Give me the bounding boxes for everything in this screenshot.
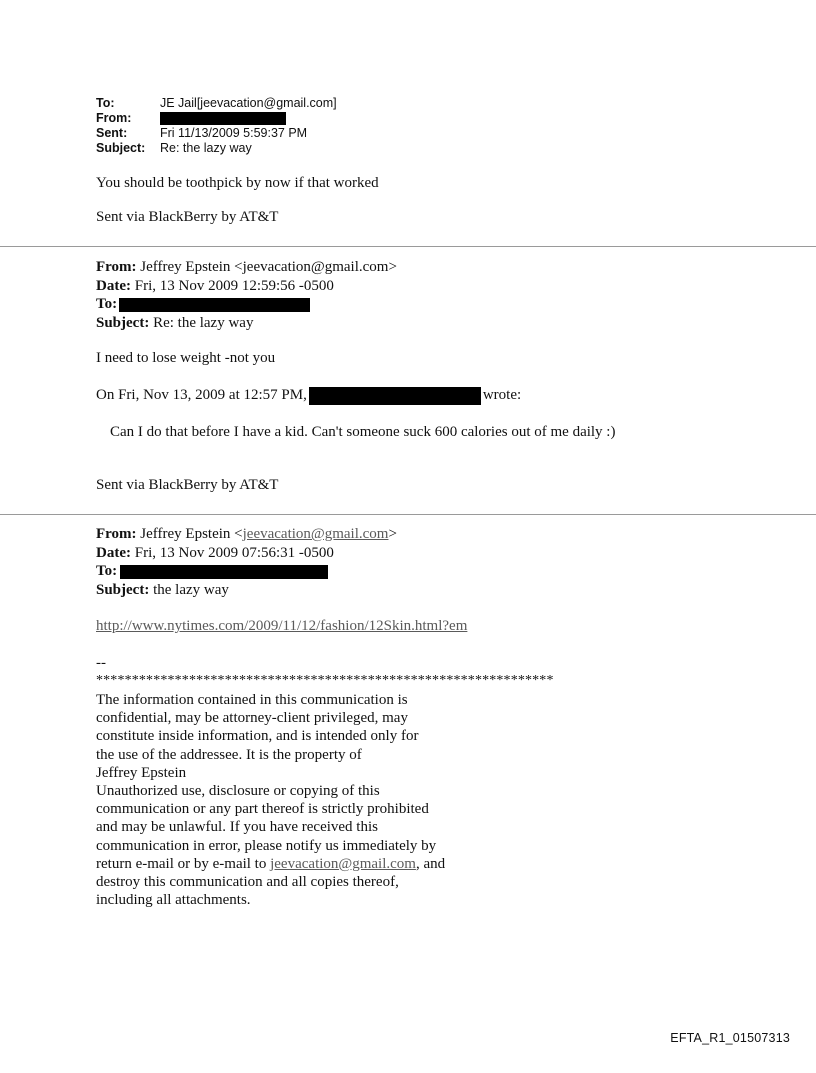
subject-value: Re: the lazy way	[160, 141, 252, 155]
disclaimer-line: The information contained in this communication is	[96, 692, 408, 708]
disclaimer-return-suffix: , and	[415, 855, 446, 872]
disclaimer-line: confidential, may be attorney-client privileged, may	[96, 710, 408, 727]
subject-value: the lazy way	[153, 581, 229, 598]
separator-line	[0, 246, 816, 247]
disclaimer-line: Jeffrey Epstein	[96, 764, 187, 781]
separator-line	[0, 514, 816, 515]
quote-prefix: On Fri, Nov 13, 2009 at 12:57 PM,	[96, 387, 307, 403]
redaction-bar	[309, 387, 481, 405]
email2-header	[96, 258, 397, 332]
email3-header	[96, 525, 397, 599]
redaction-bar	[120, 565, 328, 579]
stars-divider: ****************************************************************	[96, 673, 554, 688]
email1-body: You should be toothpick by now if that worked	[96, 175, 379, 191]
date-value: Fri, 13 Nov 2009 12:59:56 -0500	[134, 277, 334, 294]
from-label: From:	[96, 111, 132, 125]
date-label: Date:	[96, 277, 131, 294]
disclaimer-line: constitute inside information, and is intended only for	[96, 728, 419, 745]
disclaimer-line: communication or any part thereof is strictly prohibited	[96, 801, 429, 818]
redaction-bar	[160, 112, 286, 125]
email1-signature: Sent via BlackBerry by AT&T	[96, 209, 279, 225]
date-label: Date:	[96, 544, 131, 561]
disclaimer-return-prefix: return e-mail or by e-mail to	[96, 855, 271, 872]
dashes: --	[96, 655, 106, 671]
email2-quoted-text: Can I do that before I have a kid. Can't someone suck 600 calories out of me daily :)	[110, 424, 616, 440]
disclaimer-line: including all attachments.	[96, 892, 251, 909]
to-value: JE Jail[jeevacation@gmail.com]	[160, 96, 337, 110]
sent-label: Sent:	[96, 126, 128, 140]
subject-value: Re: the lazy way	[153, 314, 254, 331]
email2-signature: Sent via BlackBerry by AT&T	[96, 477, 279, 493]
date-value: Fri, 13 Nov 2009 07:56:31 -0500	[134, 544, 334, 561]
from-email-link[interactable]: jeevacation@gmail.com	[242, 526, 389, 542]
from-label: From:	[96, 259, 137, 275]
from-value: Jeffrey Epstein <jeevacation@gmail.com>	[140, 259, 397, 275]
to-label: To:	[96, 296, 118, 312]
disclaimer-line	[96, 855, 445, 873]
from-name: Jeffrey Epstein <	[140, 526, 243, 542]
subject-label: Subject:	[96, 314, 150, 331]
disclaimer-line: the use of the addressee. It is the property of	[96, 746, 362, 763]
from-close: >	[388, 526, 397, 542]
to-label: To:	[96, 563, 118, 579]
document-id: EFTA_R1_01507313	[670, 1031, 790, 1045]
quote-suffix: wrote:	[482, 387, 522, 403]
to-label: To:	[96, 96, 115, 110]
sent-value: Fri 11/13/2009 5:59:37 PM	[160, 126, 308, 140]
disclaimer-line: and may be unlawful. If you have received this	[96, 819, 378, 836]
article-link[interactable]: http://www.nytimes.com/2009/11/12/fashion/12Skin.html?em	[96, 618, 468, 634]
email2-quote-line	[96, 386, 521, 405]
disclaimer-line: Unauthorized use, disclosure or copying of this	[96, 783, 380, 800]
disclaimer-line: communication in error, please notify us immediately by	[96, 837, 437, 854]
subject-label: Subject:	[96, 141, 146, 155]
disclaimer-email-link[interactable]: jeevacation@gmail.com	[270, 855, 416, 872]
email2-body: I need to lose weight -not you	[96, 350, 276, 366]
subject-label: Subject:	[96, 581, 150, 598]
redaction-bar	[119, 298, 310, 312]
from-label: From:	[96, 526, 137, 542]
disclaimer-line: destroy this communication and all copies thereof,	[96, 874, 399, 891]
confidentiality-disclaimer	[96, 691, 445, 909]
